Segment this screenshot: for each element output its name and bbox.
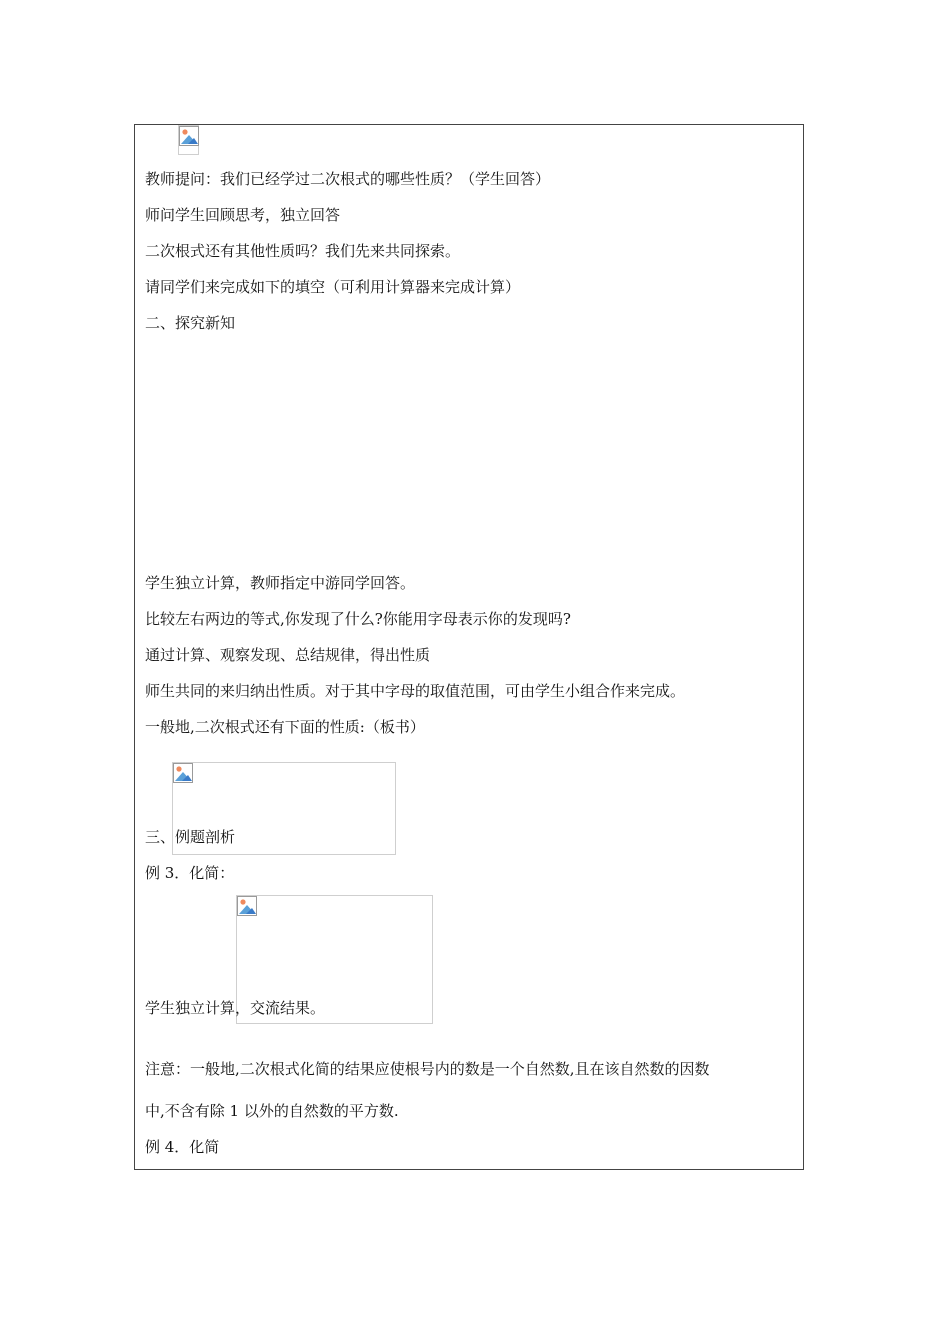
image-placeholder-1	[178, 125, 199, 155]
example-3-label: 例 3．化简：	[145, 864, 235, 882]
broken-image-icon	[179, 126, 199, 146]
doc-line-10: 一般地,二次根式还有下面的性质:（板书）	[145, 718, 425, 736]
broken-image-icon	[173, 763, 193, 783]
doc-line-8: 通过计算、观察发现、总结规律，得出性质	[145, 646, 431, 664]
doc-line-1: 教师提问：我们已经学过二次根式的哪些性质？（学生回答）	[145, 170, 551, 188]
doc-line-9: 师生共同的来归纳出性质。对于其中字母的取值范围，可由学生小组合作来完成。	[145, 682, 686, 700]
doc-line-6: 学生独立计算，教师指定中游同学回答。	[145, 574, 416, 592]
doc-line-4: 请同学们来完成如下的填空（可利用计算器来完成计算）	[145, 278, 521, 296]
section-heading-examples: 三、例题剖析	[145, 828, 236, 846]
note-line-1: 注意：一般地,二次根式化简的结果应使根号内的数是一个自然数,且在该自然数的因数	[145, 1060, 710, 1078]
doc-line-13: 学生独立计算，交流结果。	[145, 999, 326, 1017]
section-heading-explore: 二、探究新知	[145, 314, 236, 332]
doc-line-3: 二次根式还有其他性质吗？我们先来共同探索。	[145, 242, 461, 260]
doc-line-7: 比较左右两边的等式,你发现了什么?你能用字母表示你的发现吗?	[145, 610, 571, 628]
example-4-label: 例 4．化简	[145, 1138, 220, 1156]
doc-line-2: 师问学生回顾思考，独立回答	[145, 206, 341, 224]
note-line-2: 中,不含有除 1 以外的自然数的平方数.	[145, 1102, 399, 1120]
broken-image-icon	[237, 896, 257, 916]
